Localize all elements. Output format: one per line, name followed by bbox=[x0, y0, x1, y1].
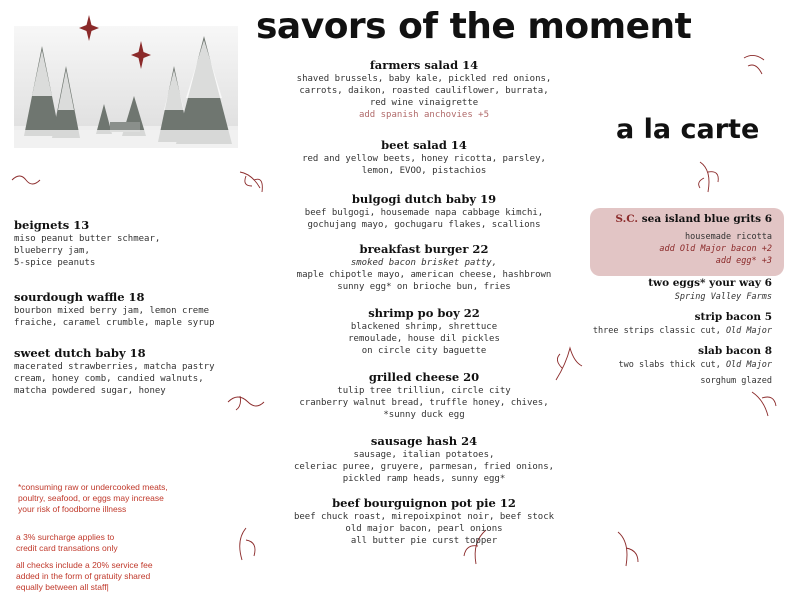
item-desc: blueberry jam, bbox=[14, 246, 90, 256]
item-desc: shaved brussels, baby kale, pickled red onions, bbox=[296, 74, 552, 84]
menu-item-sweet-dutch-baby bbox=[14, 346, 244, 397]
item-name: bulgogi dutch baby 19 bbox=[351, 192, 497, 206]
item-desc: housemade ricotta bbox=[685, 232, 772, 242]
item-desc: fraiche, caramel crumble, maple syrup bbox=[14, 318, 215, 328]
item-desc: tulip tree trilliun, circle city bbox=[337, 386, 511, 396]
menu-item-beef-bourguignon bbox=[256, 496, 592, 547]
item-desc: red wine vinaigrette bbox=[369, 98, 479, 108]
menu-item-sausage-hash bbox=[256, 434, 592, 485]
item-desc: Spring Valley Farms bbox=[674, 292, 772, 302]
item-desc: remoulade, house dil pickles bbox=[348, 334, 500, 344]
leaf-icon bbox=[694, 160, 724, 198]
item-addon: add egg* +3 bbox=[715, 256, 772, 266]
item-desc: cranberry walnut bread, truffle honey, chives, bbox=[299, 398, 549, 408]
note-line: your risk of foodborne illness bbox=[18, 504, 127, 514]
menu-item-blue-grits bbox=[590, 212, 772, 267]
item-addon: add Old Major bacon +2 bbox=[659, 244, 772, 254]
item-name: two eggs* your way 6 bbox=[648, 277, 772, 289]
item-desc: cream, honey comb, candied walnuts, bbox=[14, 374, 204, 384]
item-desc: smoked bacon brisket patty, bbox=[350, 258, 498, 268]
service-fee-note bbox=[16, 560, 153, 593]
note-line: added in the form of gratuity shared bbox=[16, 571, 151, 581]
item-desc: blackened shrimp, shrettuce bbox=[350, 322, 498, 332]
sparkle-icon bbox=[131, 41, 151, 73]
item-name: slab bacon 8 bbox=[698, 345, 772, 357]
item-name: sourdough waffle 18 bbox=[14, 290, 145, 304]
item-desc: on circle city baguette bbox=[361, 346, 487, 356]
item-desc-brand: Old Major bbox=[725, 326, 772, 336]
item-name-prefix: S.C. bbox=[615, 213, 639, 225]
menu-item-breakfast-burger bbox=[256, 242, 592, 293]
item-name: sweet dutch baby 18 bbox=[14, 346, 146, 360]
item-desc: maple chipotle mayo, american cheese, hashbrown bbox=[296, 270, 552, 280]
item-name: breakfast burger 22 bbox=[359, 242, 489, 256]
item-desc: sorghum glazed bbox=[700, 376, 772, 386]
item-name: strip bacon 5 bbox=[694, 311, 772, 323]
section-title-a-la-carte: a la carte bbox=[616, 114, 760, 145]
leaf-icon bbox=[740, 50, 768, 84]
note-line: all checks include a 20% service fee bbox=[16, 560, 153, 570]
item-name bbox=[590, 212, 772, 227]
item-desc: *sunny duck egg bbox=[383, 410, 465, 420]
item-name: sausage hash 24 bbox=[370, 434, 478, 448]
leaf-icon bbox=[612, 528, 642, 572]
menu-item-beignets bbox=[14, 218, 244, 269]
item-desc-brand: Old Major bbox=[725, 360, 772, 370]
item-desc: carrots, daikon, roasted cauliflower, burrata, bbox=[299, 86, 549, 96]
item-name-text: sea island blue grits 6 bbox=[641, 213, 772, 225]
leaf-icon bbox=[10, 170, 42, 194]
menu-item-two-eggs bbox=[560, 276, 772, 303]
item-desc: all butter pie curst topper bbox=[350, 536, 498, 546]
item-desc bbox=[560, 359, 772, 371]
menu-item-sourdough-waffle bbox=[14, 290, 244, 329]
item-desc: old major bacon, pearl onions bbox=[345, 524, 503, 534]
note-line: poultry, seafood, or eggs may increase bbox=[18, 493, 164, 503]
item-desc: bourbon mixed berry jam, lemon creme bbox=[14, 306, 210, 316]
menu-item-strip-bacon bbox=[560, 310, 772, 337]
item-addon: add spanish anchovies +5 bbox=[358, 110, 490, 120]
item-desc: beef bulgogi, housemade napa cabbage kimchi, bbox=[304, 208, 544, 218]
note-line: *consuming raw or undercooked meats, bbox=[18, 482, 168, 492]
item-desc: gochujang mayo, gochugaru flakes, scallions bbox=[307, 220, 541, 230]
page-title: savors of the moment bbox=[256, 6, 692, 47]
item-name: grilled cheese 20 bbox=[368, 370, 480, 384]
sparkle-icon bbox=[79, 15, 99, 45]
item-desc: matcha powdered sugar, honey bbox=[14, 386, 166, 396]
item-desc: celeriac puree, gruyere, parmesan, fried onions, bbox=[293, 462, 555, 472]
item-desc: sunny egg* on brioche bun, fries bbox=[337, 282, 511, 292]
menu-item-bulgogi-dutch-baby bbox=[256, 192, 592, 231]
item-desc: red and yellow beets, honey ricotta, parsley, bbox=[302, 154, 546, 164]
menu-item-slab-bacon bbox=[560, 344, 772, 387]
snowy-forest-image bbox=[14, 26, 238, 148]
item-name: beignets 13 bbox=[14, 218, 90, 232]
leaf-icon bbox=[748, 388, 780, 424]
item-desc: macerated strawberries, matcha pastry bbox=[14, 362, 215, 372]
item-name: shrimp po boy 22 bbox=[368, 306, 480, 320]
item-desc-text: three strips classic cut, bbox=[592, 326, 726, 336]
item-desc: lemon, EVOO, pistachios bbox=[361, 166, 487, 176]
item-name: farmers salad 14 bbox=[369, 58, 479, 72]
note-line: equally between all staff| bbox=[16, 582, 109, 592]
item-desc-text: two slabs thick cut, bbox=[618, 360, 726, 370]
item-name: beet salad 14 bbox=[381, 138, 467, 152]
item-desc bbox=[560, 325, 772, 337]
allergy-warning bbox=[18, 482, 168, 515]
item-desc: 5-spice peanuts bbox=[14, 258, 96, 268]
item-desc: sausage, italian potatoes, bbox=[353, 450, 495, 460]
menu-item-farmers-salad bbox=[256, 58, 592, 121]
item-desc: miso peanut butter schmear, bbox=[14, 234, 161, 244]
note-line: a 3% surcharge applies to bbox=[16, 532, 115, 542]
item-desc: beef chuck roast, mirepoixpinot noir, beef stock bbox=[293, 512, 555, 522]
item-desc: pickled ramp heads, sunny egg* bbox=[342, 474, 506, 484]
surcharge-note bbox=[16, 532, 118, 554]
menu-item-grilled-cheese bbox=[256, 370, 592, 421]
menu-item-shrimp-po-boy bbox=[256, 306, 592, 357]
note-line: credit card transations only bbox=[16, 543, 118, 553]
menu-item-beet-salad bbox=[256, 138, 592, 177]
item-name: beef bourguignon pot pie 12 bbox=[332, 496, 516, 510]
